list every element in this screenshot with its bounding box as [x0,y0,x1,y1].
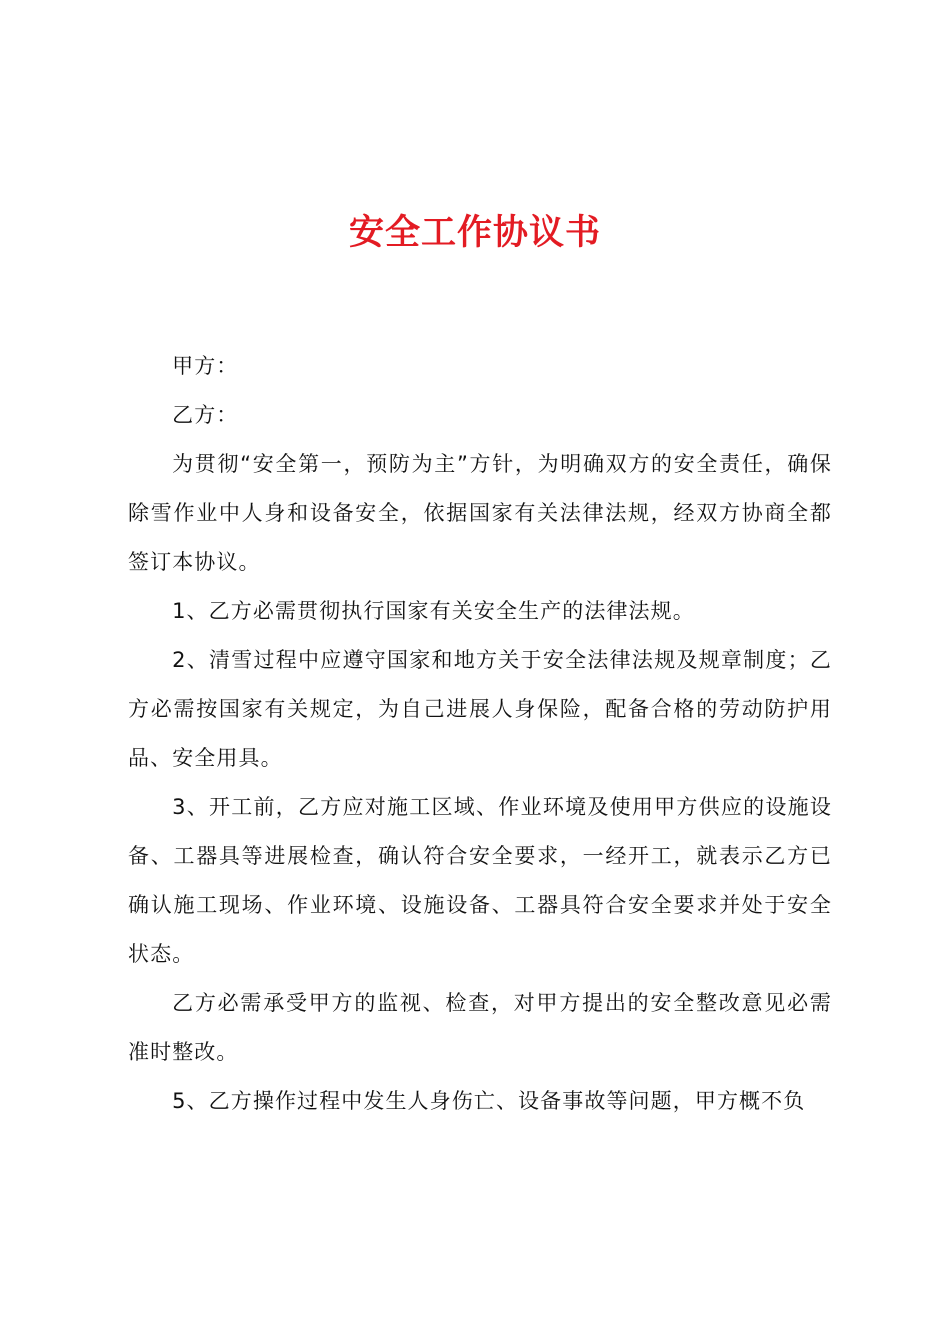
supervision-paragraph: 乙方必需承受甲方的监视、检查，对甲方提出的安全整改意见必需准时整改。 [128,991,832,1064]
document-body [128,342,832,1126]
intro-paragraph: 为贯彻“安全第一，预防为主”方针，为明确双方的安全责任，确保除雪作业中人身和设备安全，依据国家有关法律法规，经双方协商全都签订本协议。 [128,452,832,574]
clause-1-paragraph: 1、乙方必需贯彻执行国家有关安全生产的法律法规。 [172,599,695,623]
clause-2-paragraph: 2、清雪过程中应遵守国家和地方关于安全法律法规及规章制度；乙方必需按国家有关规定，为自己进展人身保险，配备合格的劳动防护用品、安全用具。 [128,648,832,770]
party-a-line: 甲方： [172,354,239,378]
clause-5-paragraph: 5、乙方操作过程中发生人身伤亡、设备事故等问题，甲方概不负 [172,1089,806,1113]
document-title: 安全工作协议书 [348,212,601,253]
clause-3-paragraph: 3、开工前，乙方应对施工区域、作业环境及使用甲方供应的设施设备、工器具等进展检查，确认符合安全要求，一经开工，就表示乙方已确认施工现场、作业环境、设施设备、工器具符合安全要求并处于安全状态。 [128,795,832,966]
party-b-line: 乙方： [172,403,239,427]
